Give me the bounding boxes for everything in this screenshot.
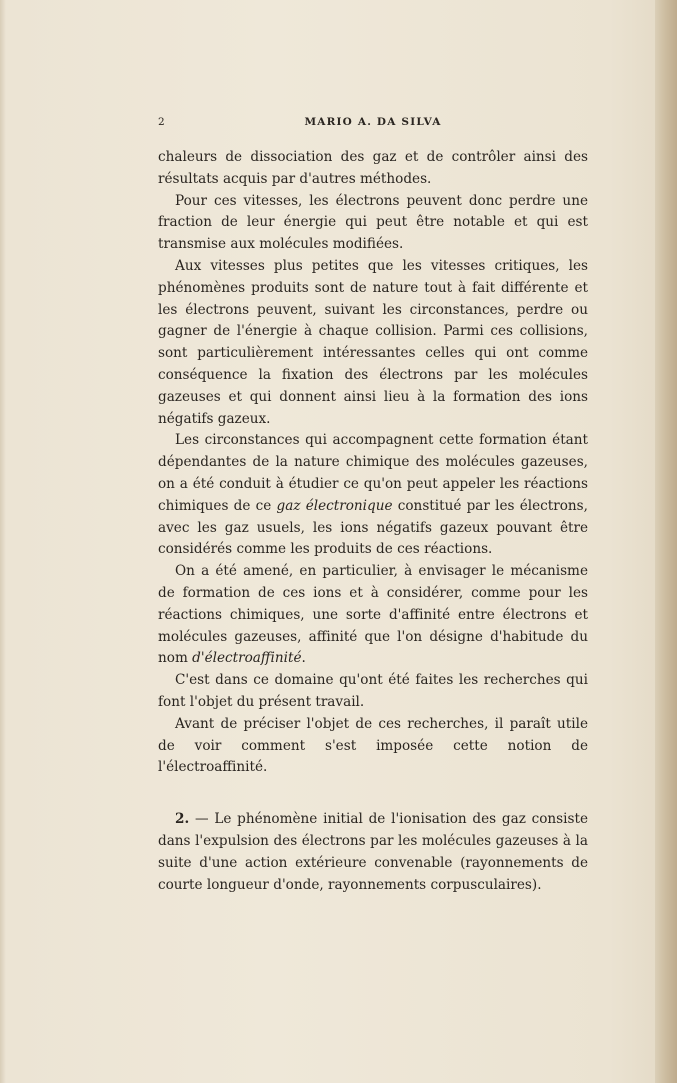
paragraph: Avant de préciser l'objet de ces recherches, il paraît utile de voir comment s'est imposée cette notion de l'électroaffinité.	[158, 715, 588, 776]
italic-term: d'électroaffinité	[192, 650, 302, 667]
page-number: 2	[158, 116, 166, 128]
paragraph: Aux vitesses plus petites que les vitesses critiques, les phénomènes produits sont de nature tout à fait différente et les électrons peuvent, suivant les circonstances, perdre ou gagner de l'énergie à chaque collision. Parmi ces collisions, sont particulièrement intéressantes celles qui ont comme conséquence la fixation des électrons par les molécules gazeuses et qui donnent ainsi lieu à la formation des ions négatifs gazeux.	[158, 257, 588, 427]
body-text	[158, 147, 588, 896]
paragraph: C'est dans ce domaine qu'ont été faites les recherches qui font l'objet du présent travail.	[158, 672, 588, 710]
page-header	[158, 116, 588, 134]
paragraph: Pour ces vitesses, les électrons peuvent donc perdre une fraction de leur énergie qui peut être notable et qui est transmise aux molécules modifiées.	[158, 192, 588, 253]
paragraph-continued: chaleurs de dissociation des gaz et de contrôler ainsi des résultats acquis par d'autres méthodes.	[158, 149, 588, 187]
section-paragraph	[158, 809, 588, 896]
paragraph-text: Les circonstances qui accompagnent cette formation étant dépendantes de la nature chimique des molécules gazeuses, on a été conduit à étudier ce qu'on peut appeler les réactions chimiques de ce	[158, 432, 588, 514]
paragraph-text: On a été amené, en particulier, à envisager le mécanisme de formation de ces ions et à considérer, comme pour les réactions chimiques, une sorte d'affinité entre électrons et molécules gazeuses, affinité que l'on désigne d'habitude du nom	[158, 563, 588, 667]
section-text: — Le phénomène initial de l'ionisation des gaz consiste dans l'expulsion des électrons par les molécules gazeuses à la suite d'une action extérieure convenable (rayonnements de courte longueur d'onde, rayonnements corpusculaires).	[158, 811, 588, 893]
section-number: 2.	[175, 811, 190, 828]
paragraph	[158, 561, 588, 670]
paragraph-text: constitué par les électrons, avec les gaz usuels, les ions négatifs gazeux pouvant être considérés comme les produits de ces réactions.	[158, 497, 588, 558]
italic-term: gaz électronique	[276, 497, 393, 514]
page-edge-shading	[655, 0, 677, 1083]
running-title: MARIO A. DA SILVA	[304, 116, 442, 128]
page-gutter-shadow	[0, 0, 6, 1083]
paragraph	[158, 430, 588, 561]
paragraph-text: .	[301, 650, 306, 667]
